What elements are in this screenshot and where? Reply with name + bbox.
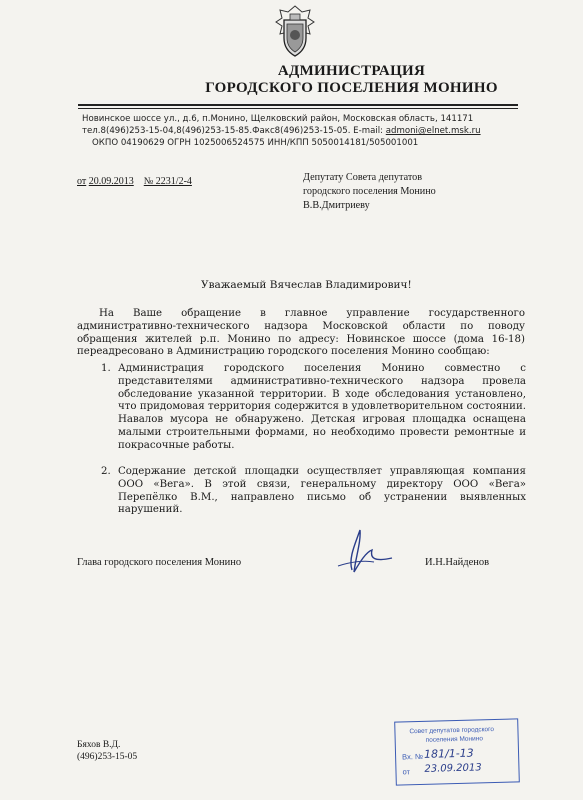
signatory-name: И.Н.Найденов: [425, 557, 490, 568]
stamp-date-label: от: [402, 767, 411, 777]
stamp-incoming-number: 181/1-13: [423, 746, 474, 761]
addressee-name: В.В.Дмитриеву: [303, 200, 370, 211]
org-phones: тел.8(496)253-15-04,8(496)253-15-85.Факс8(496)253-15-05. E-mail:: [82, 126, 386, 136]
addressee-line2: городского поселения Монино: [303, 186, 436, 197]
stamp-org-line1: Совет депутатов городского: [409, 726, 495, 736]
list-item-text: Администрация городского поселения Монино совместно с представителями административно-технического надзора провела обследование указанной территории. В ходе обследования установлено, что придомовая территория содержится в удовлетворительном состоянии. Навалов мусора не обнаружено. Детская игровая площадка оснащена малыми строительными формами, но необходимо провести ремонтные и покрасочные работы.: [118, 363, 526, 451]
stamp-number-label: Вх. №: [401, 751, 424, 762]
addressee-line1: Депутату Совета депутатов: [303, 172, 423, 183]
stamp-org-line2: поселения Монино: [425, 735, 484, 744]
header-divider: [78, 104, 518, 106]
outgoing-reference: [77, 176, 192, 187]
reference-number: № 2231/2-4: [143, 176, 192, 187]
executor-phone: (496)253-15-05: [77, 752, 138, 762]
stamp-incoming-date: 23.09.2013: [424, 762, 482, 775]
list-item-text: Содержание детской площадки осуществляет управляющая компания ООО «Вега». В этой связи, генеральному директору ООО «Вега» Перепёлко В.М., направлено письмо об устранении выявленных нарушений.: [118, 466, 526, 516]
org-name-line1: АДМИНИСТРАЦИЯ: [277, 63, 426, 79]
org-contacts: [82, 125, 522, 137]
signatory-title: Глава городского поселения Монино: [77, 557, 242, 568]
org-email-link[interactable]: admoni@elnet.msk.ru: [385, 126, 481, 136]
greeting: Уважаемый Вячеслав Владимирович!: [201, 279, 412, 291]
executor-name: Бяхов В.Д.: [77, 740, 121, 750]
list-item-number: 1.: [101, 363, 111, 374]
org-address: Новинское шоссе ул., д.6, п.Монино, Щелковский район, Московская область, 141171: [82, 114, 474, 124]
list-item-number: 2.: [101, 466, 111, 477]
header-divider-thin: [78, 108, 518, 109]
reference-prefix: от: [77, 176, 87, 187]
letter-intro: На Ваше обращение в главное управление государственного административно-технического надзора Московской области по поводу обращения жителей р.п. Монино по адресу: Новинское шоссе (дома 16-18) переадресовано в Администрацию городского поселения Монино сообщаю:: [77, 308, 525, 358]
org-name-line2: ГОРОДСКОГО ПОСЕЛЕНИЯ МОНИНО: [205, 80, 498, 96]
org-codes: ОКПО 04190629 ОГРН 1025006524575 ИНН/КПП 5050014181/505001001: [92, 138, 419, 148]
list-item: [101, 466, 526, 517]
list-item: [101, 363, 526, 453]
handwritten-signature: [330, 522, 400, 582]
incoming-stamp: [394, 718, 520, 785]
coat-of-arms-icon: [272, 4, 318, 58]
reference-date: 20.09.2013: [88, 176, 134, 187]
